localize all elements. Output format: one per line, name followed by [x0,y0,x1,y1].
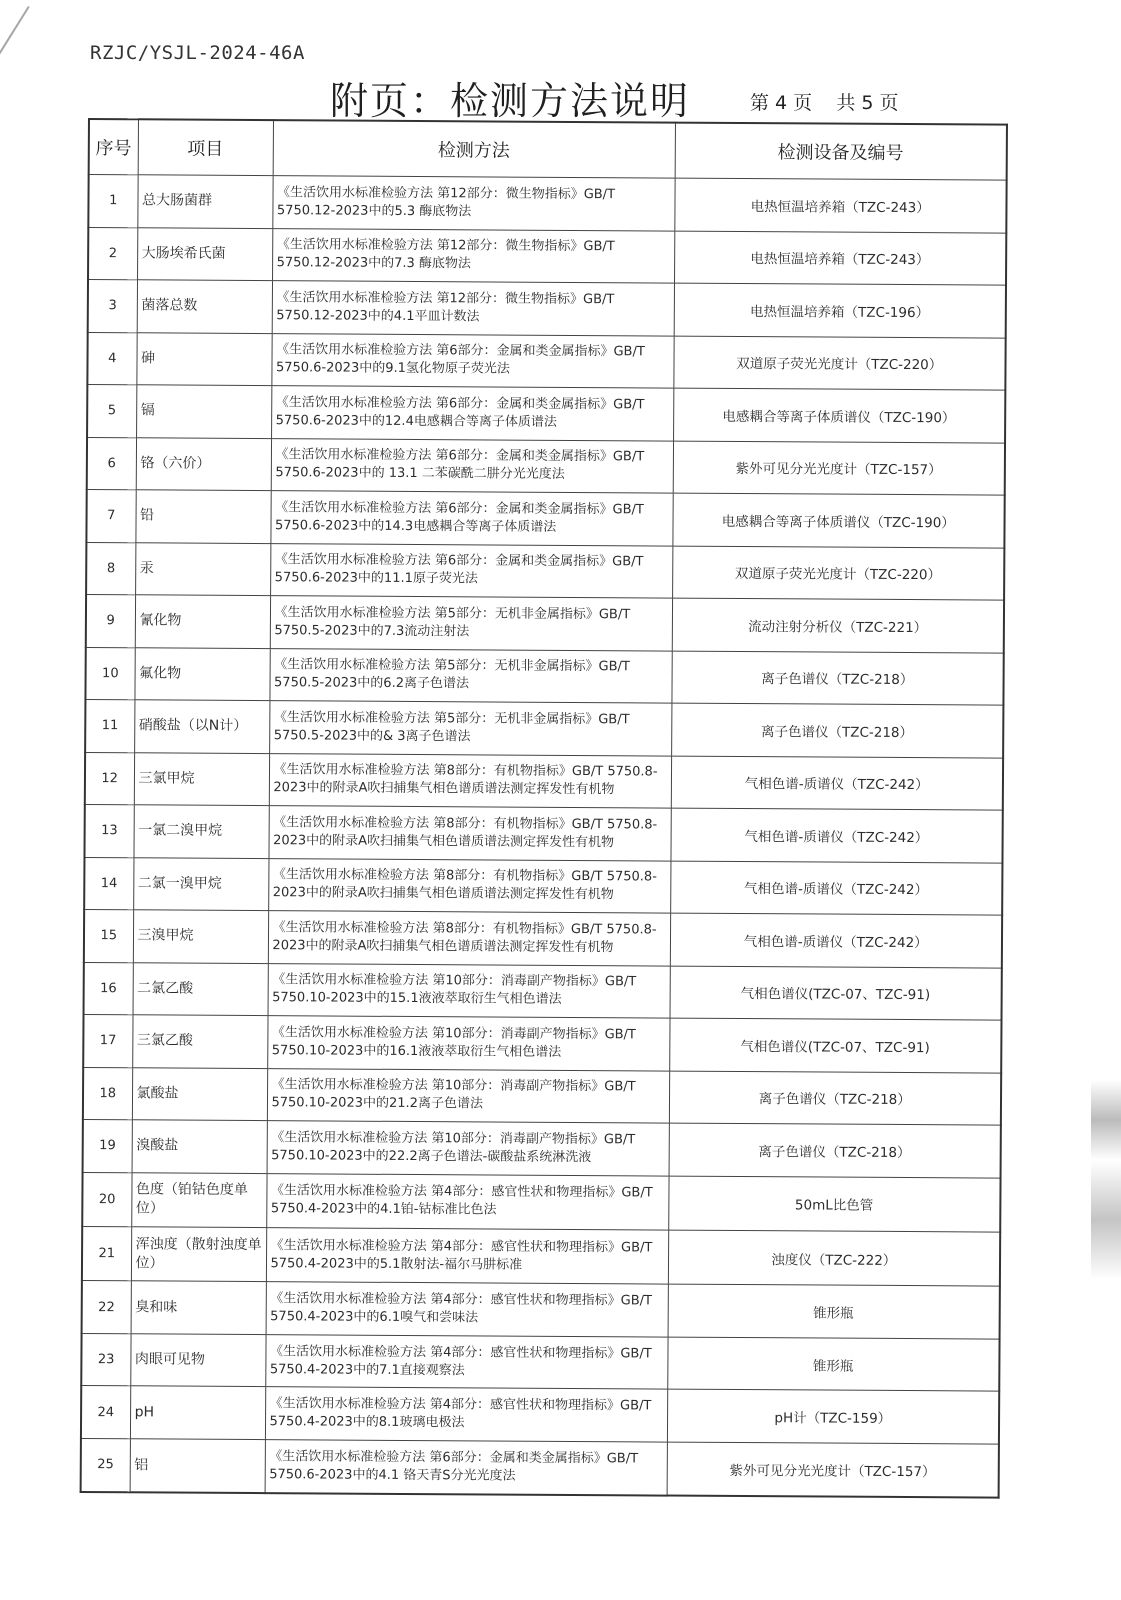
row-seq-cell: 23 [81,1333,130,1386]
row-method-cell: 《生活饮用水标准检验方法 第12部分：微生物指标》GB/T 5750.12-2023中的7.3 酶底物法 [272,228,674,283]
row-method-cell: 《生活饮用水标准检验方法 第4部分：感官性状和物理指标》GB/T 5750.4-2023中的6.1嗅气和尝味法 [266,1282,668,1337]
row-equipment-cell: 锥形瓶 [667,1337,999,1392]
page-title: 附页：检测方法说明 [330,79,691,123]
row-method-cell: 《生活饮用水标准检验方法 第8部分：有机物指标》GB/T 5750.8-2023中的附录A吹扫捕集气相色谱质谱法测定挥发性有机物 [268,806,670,861]
row-method-cell: 《生活饮用水标准检验方法 第12部分：微生物指标》GB/T 5750.12-2023中的4.1平皿计数法 [272,281,674,336]
row-method-cell: 《生活饮用水标准检验方法 第10部分：消毒副产物指标》GB/T 5750.10-2023中的21.2离子色谱法 [267,1068,669,1123]
row-seq-cell: 4 [87,332,136,385]
row-equipment-cell: pH计（TZC-159） [667,1390,999,1445]
row-seq-cell: 20 [82,1172,131,1227]
row-equipment-cell: 气相色谱仪(TZC-07、TZC-91) [669,1018,1001,1073]
row-seq-cell: 2 [88,227,137,280]
row-seq-cell: 15 [84,909,133,962]
row-method-cell: 《生活饮用水标准检验方法 第8部分：有机物指标》GB/T 5750.8-2023中的附录A吹扫捕集气相色谱质谱法测定挥发性有机物 [268,911,670,966]
methods-table [80,118,1008,1499]
row-seq-cell: 11 [85,699,134,752]
document-code: RZJC/YSJL-2024-46A [90,42,305,64]
table-row [83,1067,1001,1125]
row-equipment-cell: 双道原子荧光光度计（TZC-220） [673,336,1005,391]
table-row [88,280,1006,338]
row-method-cell: 《生活饮用水标准检验方法 第5部分：无机非金属指标》GB/T 5750.5-2023中的6.2离子色谱法 [269,648,671,703]
row-method-cell: 《生活饮用水标准检验方法 第6部分：金属和类金属指标》GB/T 5750.6-2023中的11.1原子荧光法 [270,543,672,598]
row-equipment-cell: 电热恒温培养箱（TZC-243） [674,231,1006,286]
row-item-cell: 氯酸盐 [132,1067,267,1120]
row-seq-cell: 22 [82,1281,131,1334]
row-item-cell: 肉眼可见物 [130,1334,265,1387]
table-row [81,1386,999,1444]
header-item: 项目 [138,119,273,175]
table-row [86,542,1004,600]
row-equipment-cell: 锥形瓶 [668,1285,1000,1340]
row-equipment-cell: 紫外可见分光光度计（TZC-157） [667,1442,999,1498]
row-seq-cell: 10 [85,647,134,700]
row-item-cell: 大肠埃希氏菌 [137,227,272,280]
table-row [84,962,1002,1020]
row-method-cell: 《生活饮用水标准检验方法 第10部分：消毒副产物指标》GB/T 5750.10-2023中的15.1液液萃取衍生气相色谱法 [268,963,670,1018]
row-item-cell: 铅 [135,490,270,543]
row-seq-cell: 12 [85,752,134,805]
row-method-cell: 《生活饮用水标准检验方法 第10部分：消毒副产物指标》GB/T 5750.10-2023中的22.2离子色谱法-碳酸盐系统淋洗液 [267,1121,669,1176]
row-item-cell: 菌落总数 [137,280,272,333]
row-equipment-cell: 离子色谱仪（TZC-218） [669,1071,1001,1126]
row-item-cell: 三氯乙酸 [132,1015,267,1068]
row-item-cell: 三氯甲烷 [134,752,269,805]
row-equipment-cell: 50mL比色管 [668,1176,1000,1233]
row-item-cell: 铬（六价） [136,437,271,490]
row-item-cell: 硝酸盐（以N计） [134,700,269,753]
table-row [88,227,1006,285]
row-item-cell: 铝 [130,1439,265,1493]
table-row [85,647,1003,705]
table-header-row [89,119,1007,180]
row-seq-cell: 14 [84,857,133,910]
row-item-cell: 二氯一溴甲烷 [133,857,268,910]
table-row [82,1172,1000,1232]
row-equipment-cell: 气相色谱-质谱仪（TZC-242） [670,913,1002,968]
row-method-cell: 《生活饮用水标准检验方法 第4部分：感官性状和物理指标》GB/T 5750.4-2023中的5.1散射法-福尔马肼标准 [266,1228,668,1285]
row-item-cell: 砷 [136,332,271,385]
row-method-cell: 《生活饮用水标准检验方法 第12部分：微生物指标》GB/T 5750.12-2023中的5.3 酶底物法 [272,176,674,231]
methods-table-container [80,118,1006,1499]
row-equipment-cell: 气相色谱仪(TZC-07、TZC-91) [670,966,1002,1021]
row-seq-cell: 13 [84,804,133,857]
row-method-cell: 《生活饮用水标准检验方法 第6部分：金属和类金属指标》GB/T 5750.6-2023中的12.4电感耦合等离子体质谱法 [271,386,673,441]
table-row [82,1226,1000,1286]
row-seq-cell: 24 [81,1386,130,1439]
table-row [83,1119,1001,1177]
row-item-cell: 汞 [135,542,270,595]
row-seq-cell: 19 [83,1119,132,1172]
header-method: 检测方法 [273,120,675,178]
row-equipment-cell: 离子色谱仪（TZC-218） [671,703,1003,758]
row-item-cell: 溴酸盐 [132,1120,267,1173]
row-equipment-cell: 双道原子荧光光度计（TZC-220） [672,546,1004,601]
row-item-cell: 臭和味 [131,1281,266,1334]
row-seq-cell: 3 [88,280,137,333]
row-seq-cell: 17 [83,1014,132,1067]
table-row [81,1438,999,1497]
table-row [87,437,1005,495]
row-seq-cell: 6 [87,437,136,490]
row-equipment-cell: 电感耦合等离子体质谱仪（TZC-190） [672,493,1004,548]
row-seq-cell: 25 [81,1438,130,1492]
row-item-cell: pH [130,1386,265,1439]
row-method-cell: 《生活饮用水标准检验方法 第6部分：金属和类金属指标》GB/T 5750.6-2023中的14.3电感耦合等离子体质谱法 [270,491,672,546]
row-method-cell: 《生活饮用水标准检验方法 第6部分：金属和类金属指标》GB/T 5750.6-2023中的9.1氢化物原子荧光法 [271,333,673,388]
table-row [87,332,1005,390]
row-seq-cell: 21 [82,1226,131,1281]
row-item-cell: 氰化物 [135,595,270,648]
row-seq-cell: 1 [88,175,137,228]
table-row [88,175,1006,233]
row-method-cell: 《生活饮用水标准检验方法 第5部分：无机非金属指标》GB/T 5750.5-2023中的& 3离子色谱法 [269,701,671,756]
row-equipment-cell: 电热恒温培养箱（TZC-243） [674,178,1006,233]
table-row [83,1014,1001,1072]
row-equipment-cell: 电热恒温培养箱（TZC-196） [674,283,1006,338]
table-row [85,699,1003,757]
row-equipment-cell: 浊度仪（TZC-222） [668,1230,1000,1287]
header-seq: 序号 [89,119,138,175]
row-item-cell: 镉 [136,385,271,438]
row-equipment-cell: 气相色谱-质谱仪（TZC-242） [671,756,1003,811]
row-equipment-cell: 气相色谱-质谱仪（TZC-242） [670,808,1002,863]
row-equipment-cell: 离子色谱仪（TZC-218） [671,651,1003,706]
row-method-cell: 《生活饮用水标准检验方法 第4部分：感官性状和物理指标》GB/T 5750.4-2023中的7.1直接观察法 [265,1335,667,1390]
row-seq-cell: 8 [86,542,135,595]
row-equipment-cell: 紫外可见分光光度计（TZC-157） [673,441,1005,496]
row-equipment-cell: 气相色谱-质谱仪（TZC-242） [670,861,1002,916]
row-item-cell: 三溴甲烷 [133,910,268,963]
row-method-cell: 《生活饮用水标准检验方法 第8部分：有机物指标》GB/T 5750.8-2023中的附录A吹扫捕集气相色谱质谱法测定挥发性有机物 [268,858,670,913]
row-item-cell: 浑浊度（散射浊度单位） [131,1227,266,1282]
table-row [86,489,1004,547]
row-seq-cell: 9 [86,594,135,647]
row-method-cell: 《生活饮用水标准检验方法 第5部分：无机非金属指标》GB/T 5750.5-2023中的7.3流动注射法 [270,596,672,651]
row-method-cell: 《生活饮用水标准检验方法 第6部分：金属和类金属指标》GB/T 5750.6-2023中的4.1 铬天青S分光光度法 [265,1440,667,1496]
row-item-cell: 二氯乙酸 [133,962,268,1015]
row-item-cell: 色度（铂钴色度单位） [131,1172,266,1227]
table-row [86,594,1004,652]
row-method-cell: 《生活饮用水标准检验方法 第6部分：金属和类金属指标》GB/T 5750.6-2023中的 13.1 二苯碳酰二肼分光光度法 [271,438,673,493]
table-row [87,385,1005,443]
page-number-info: 第 4 页 共 5 页 [750,92,899,114]
table-row [85,752,1003,810]
row-seq-cell: 7 [86,489,135,542]
row-equipment-cell: 离子色谱仪（TZC-218） [669,1123,1001,1178]
table-body [81,175,1007,1498]
table-row [84,857,1002,915]
row-seq-cell: 5 [87,385,136,438]
row-method-cell: 《生活饮用水标准检验方法 第8部分：有机物指标》GB/T 5750.8-2023中的附录A吹扫捕集气相色谱质谱法测定挥发性有机物 [269,753,671,808]
row-equipment-cell: 电感耦合等离子体质谱仪（TZC-190） [673,388,1005,443]
scan-artifact-line [0,6,30,83]
row-method-cell: 《生活饮用水标准检验方法 第4部分：感官性状和物理指标》GB/T 5750.4-2023中的4.1铂-钴标准比色法 [266,1173,668,1230]
row-seq-cell: 18 [83,1067,132,1120]
row-item-cell: 一氯二溴甲烷 [133,805,268,858]
table-row [84,909,1002,967]
row-item-cell: 氟化物 [134,647,269,700]
table-row [84,804,1002,862]
row-item-cell: 总大肠菌群 [137,175,272,228]
row-equipment-cell: 流动注射分析仪（TZC-221） [672,598,1004,653]
stamp-edge-marks [1091,1080,1121,1280]
table-row [81,1333,999,1391]
row-method-cell: 《生活饮用水标准检验方法 第4部分：感官性状和物理指标》GB/T 5750.4-2023中的8.1玻璃电极法 [265,1387,667,1442]
row-method-cell: 《生活饮用水标准检验方法 第10部分：消毒副产物指标》GB/T 5750.10-2023中的16.1液液萃取衍生气相色谱法 [267,1016,669,1071]
header-equipment: 检测设备及编号 [675,123,1007,181]
table-row [82,1281,1000,1339]
row-seq-cell: 16 [84,962,133,1015]
